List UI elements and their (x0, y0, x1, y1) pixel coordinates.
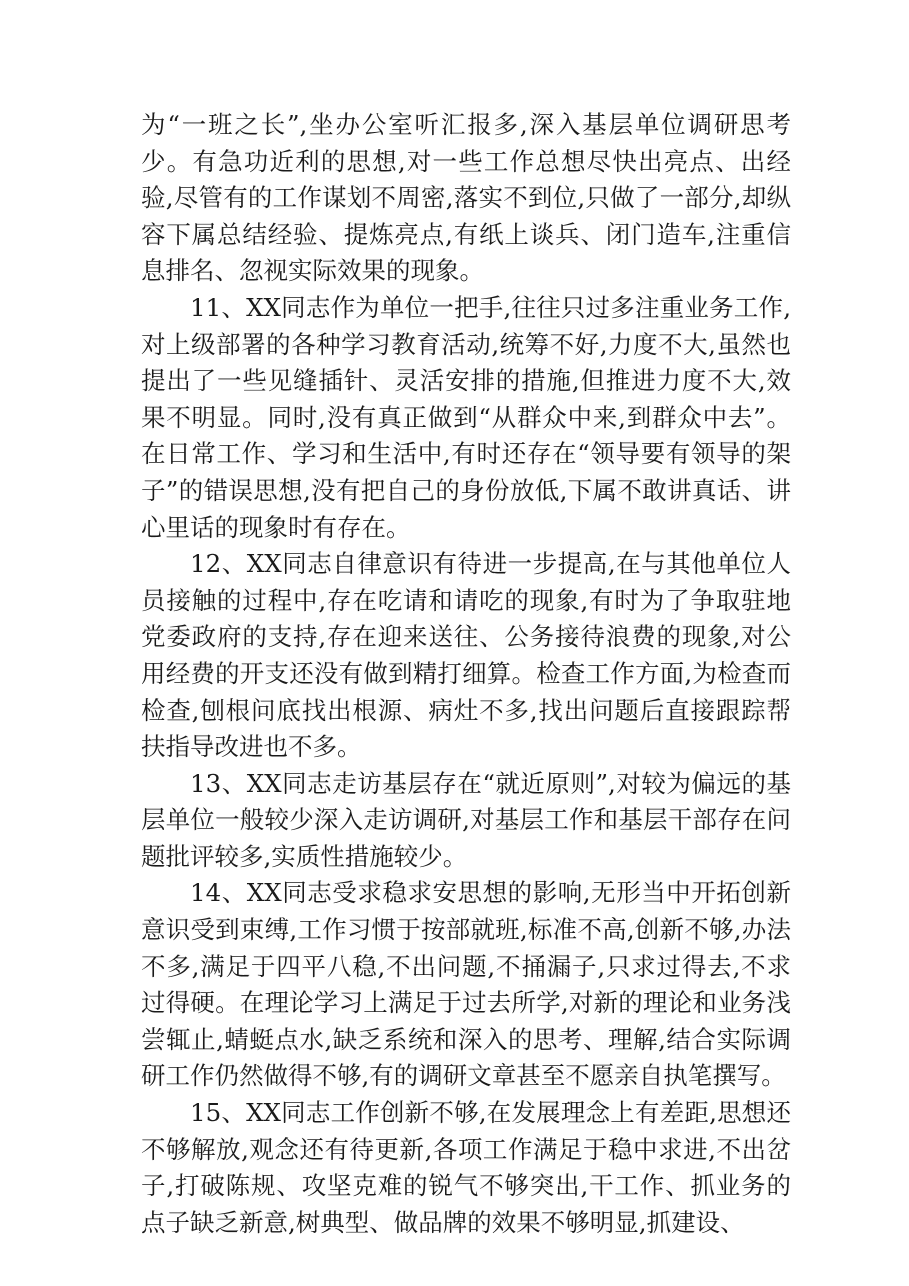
paragraph-item-11: 11、XX同志作为单位一把手,往往只过多注重业务工作,对上级部署的各种学习教育活动,统筹不好,力度不大,虽然也提出了一些见缝插针、灵活安排的措施,但推进力度不大,效果不明显。同时,没有真正做到“从群众中来,到群众中去”。在日常工作、学习和生活中,有时还存在“领导要有领导的架子”的错误思想,没有把自己的身份放低,下属不敢讲真话、讲心里话的现象时有存在。 (141, 292, 791, 542)
paragraph-item-15: 15、XX同志工作创新不够,在发展理念上有差距,思想还不够解放,观念还有待更新,各项工作满足于稳中求进,不出岔子,打破陈规、攻坚克难的锐气不够突出,干工作、抓业务的点子缺乏新意,树典型、做品牌的效果不够明显,抓建设、 (141, 1098, 791, 1237)
paragraph-continued: 为“一班之长”,坐办公室听汇报多,深入基层单位调研思考少。有急功近利的思想,对一些工作总想尽快出亮点、出经验,尽管有的工作谋划不周密,落实不到位,只做了一部分,却纵容下属总结经验、提炼亮点,有纸上谈兵、闭门造车,注重信息排名、忽视实际效果的现象。 (141, 110, 791, 286)
paragraph-item-12: 12、XX同志自律意识有待进一步提高,在与其他单位人员接触的过程中,存在吃请和请吃的现象,有时为了争取驻地党委政府的支持,存在迎来送往、公务接待浪费的现象,对公用经费的开支还没有做到精打细算。检查工作方面,为检查而检查,刨根问底找出根源、病灶不多,找出问题后直接跟踪帮扶指导改进也不多。 (141, 549, 791, 762)
paragraph-item-14: 14、XX同志受求稳求安思想的影响,无形当中开拓创新意识受到束缚,工作习惯于按部就班,标准不高,创新不够,办法不多,满足于四平八稳,不出问题,不捅漏子,只求过得去,不求过得硬。在理论学习上满足于过去所学,对新的理论和业务浅尝辄止,蜻蜓点水,缺乏系统和深入的思考、理解,结合实际调研工作仍然做得不够,有的调研文章甚至不愿亲自执笔撰写。 (141, 878, 791, 1091)
paragraph-item-13: 13、XX同志走访基层存在“就近原则”,对较为偏远的基层单位一般较少深入走访调研,对基层工作和基层干部存在问题批评较多,实质性措施较少。 (141, 768, 791, 871)
document-page (141, 107, 791, 1241)
